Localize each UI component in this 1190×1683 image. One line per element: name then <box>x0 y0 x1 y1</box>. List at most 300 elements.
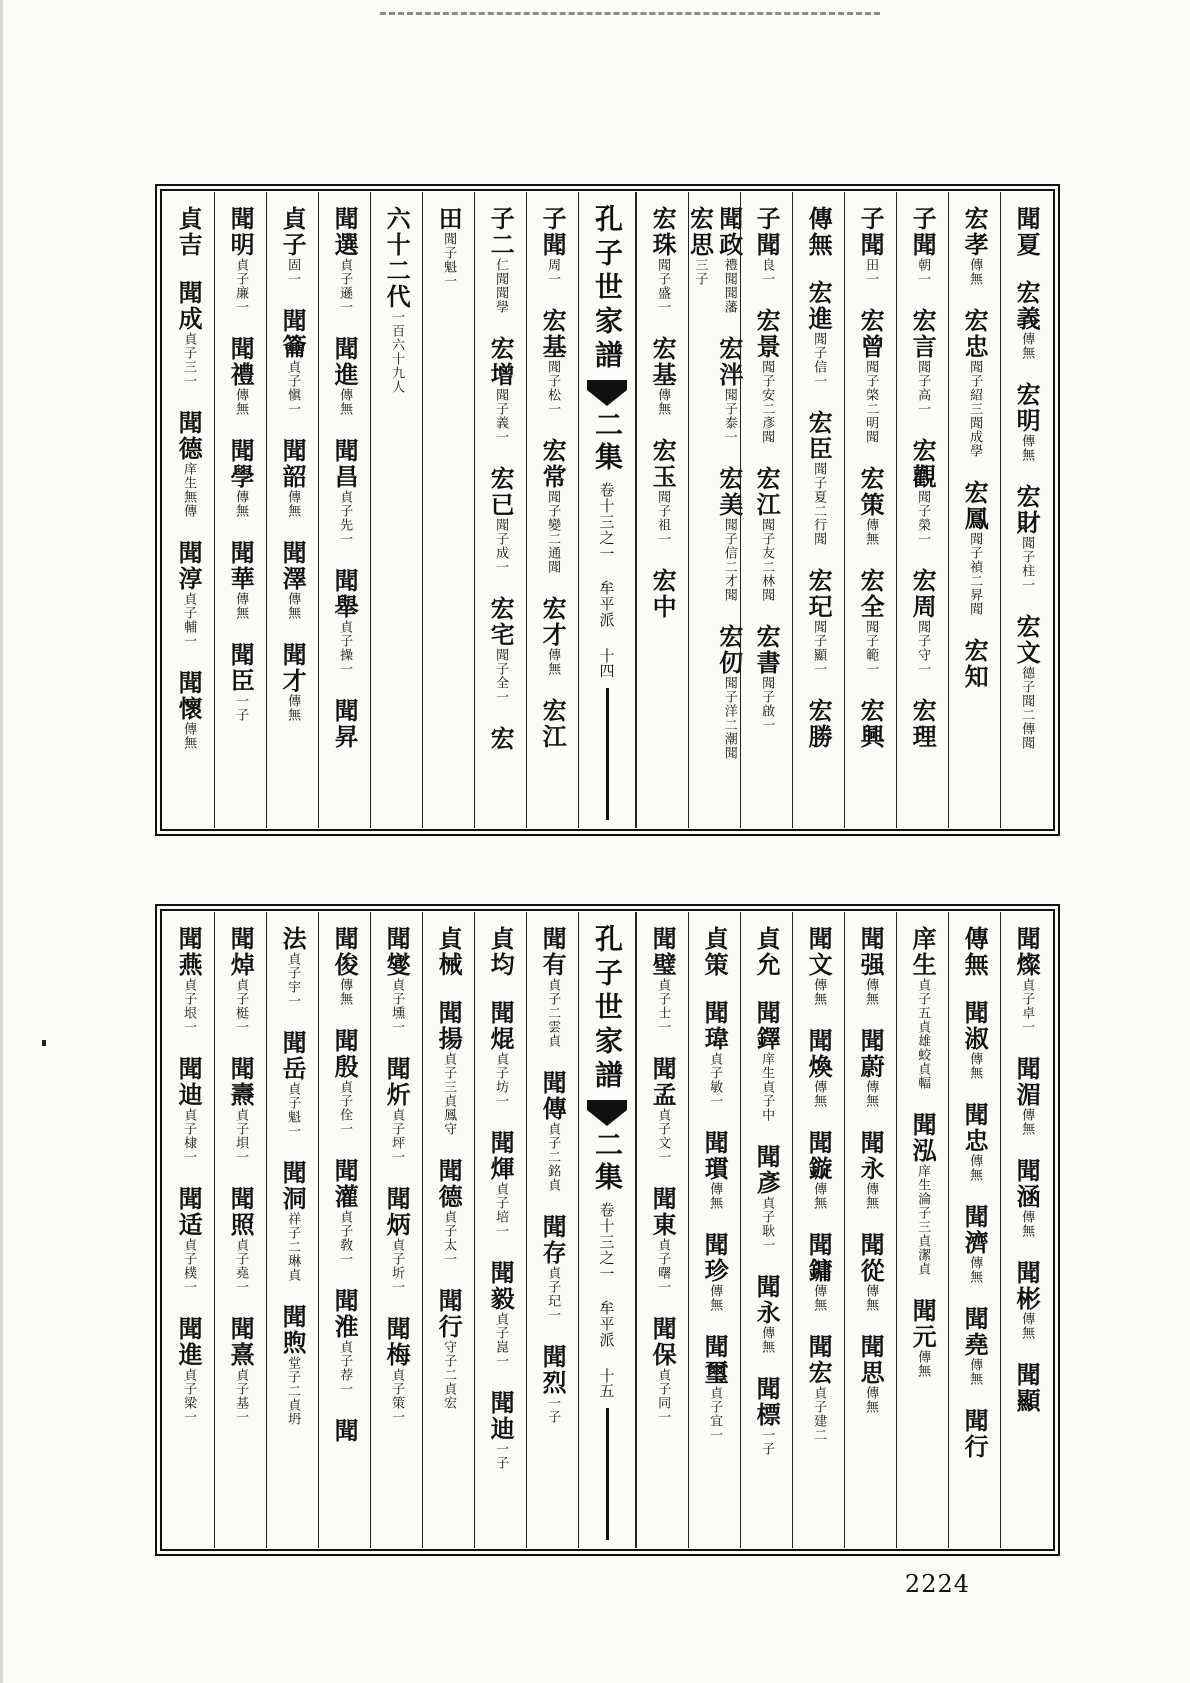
right-column <box>740 192 792 828</box>
spine-rule <box>606 688 609 820</box>
genealogy-entry <box>804 1130 834 1210</box>
entry-name: 宏江 <box>752 466 782 518</box>
entry-name: 聞燮 <box>382 926 412 978</box>
genealogy-entry <box>752 206 782 286</box>
entry-name: 宏觀 <box>908 438 938 490</box>
genealogy-entry <box>330 1418 360 1444</box>
entry-name: 聞學 <box>226 438 256 490</box>
entry-name: 聞煦 <box>278 1304 308 1356</box>
entry-note: 一子 <box>545 1396 561 1424</box>
genealogy-entry <box>856 308 886 444</box>
genealogy-entry <box>226 926 256 1034</box>
genealogy-entry <box>382 1186 412 1294</box>
book-title: 孔子世家譜 <box>591 204 624 374</box>
entry-note: 貞子耿一 <box>759 1196 775 1252</box>
entry-name: 聞殷 <box>330 1028 360 1080</box>
entry-note: 貞子培一 <box>493 1182 509 1238</box>
entry-name: 貞允 <box>752 926 782 978</box>
genealogy-entry <box>382 206 412 394</box>
genealogy-entry <box>960 638 990 690</box>
entry-note: 守子二貞宏 <box>441 1340 457 1410</box>
genealogy-entry <box>856 466 886 546</box>
genealogy-entry <box>752 466 782 602</box>
genealogy-entry <box>226 1056 256 1164</box>
entry-note: 貞子建二 <box>811 1386 827 1442</box>
entry-note: 聞子松一 <box>545 360 561 416</box>
right-column <box>948 192 1000 828</box>
entry-name: 宏文 <box>1012 614 1042 666</box>
genealogy-entry <box>700 1232 730 1312</box>
genealogy-entry <box>804 568 834 676</box>
entry-name: 聞洞 <box>278 1160 308 1212</box>
entry-name: 聞政 <box>714 206 744 258</box>
genealogy-entry <box>752 1144 782 1252</box>
genealogy-entry <box>1012 926 1042 1034</box>
entry-name: 聞炳 <box>382 1186 412 1238</box>
entry-name: 聞淑 <box>960 1000 990 1052</box>
genealogy-entry <box>1012 1158 1042 1238</box>
genealogy-entry <box>226 336 256 416</box>
entry-note: 傳無 <box>967 1154 983 1182</box>
entry-note: 貞子遜一 <box>337 258 353 314</box>
left-column <box>370 192 422 828</box>
right-column <box>896 192 948 828</box>
entry-note: 朝一 <box>915 258 931 286</box>
entry-name: 聞德 <box>434 1158 464 1210</box>
entry-note: 貞子太一 <box>441 1210 457 1266</box>
genealogy-entry <box>486 1000 516 1108</box>
entry-note: 傳無 <box>811 1182 827 1210</box>
entry-note: 聞子守一 <box>915 620 931 676</box>
genealogy-entry <box>804 410 834 546</box>
entry-note: 良一 <box>759 258 775 286</box>
genealogy-entry <box>1012 484 1042 592</box>
entry-name: 聞俊 <box>330 926 360 978</box>
entry-note: 傳無 <box>1019 332 1035 360</box>
genealogy-entry <box>382 926 412 1034</box>
volume-label: 卷十三之一 <box>597 482 616 562</box>
genealogy-entry <box>856 1130 886 1210</box>
entry-name: 聞瑋 <box>700 1000 730 1052</box>
entry-note: 聞子棨二明聞 <box>863 360 879 444</box>
entry-name: 聞華 <box>226 540 256 592</box>
entry-note: 聞子禎二昇聞 <box>967 532 983 616</box>
genealogy-entry <box>648 438 678 546</box>
entry-name: 宏財 <box>1012 484 1042 536</box>
entry-name: 宏基 <box>538 308 568 360</box>
genealogy-entry <box>908 206 938 286</box>
genealogy-entry <box>960 308 990 458</box>
entry-name: 聞有 <box>538 926 568 978</box>
entry-name: 宏勝 <box>804 698 834 750</box>
genealogy-entry <box>804 206 834 258</box>
genealogy-entry <box>538 1344 568 1424</box>
genealogy-entry <box>278 438 308 518</box>
genealogy-entry <box>908 308 938 416</box>
entry-name: 宏玘 <box>804 568 834 620</box>
branch-label: 牟平派 <box>597 580 616 628</box>
entry-name: 宏知 <box>960 638 990 690</box>
genealogy-entry <box>648 206 678 314</box>
genealogy-entry <box>486 466 516 574</box>
entry-name: 子聞 <box>538 206 568 258</box>
genealogy-entry <box>1012 1056 1042 1136</box>
entry-note: 傳無 <box>863 1182 879 1210</box>
right-column <box>1000 192 1052 828</box>
entry-name: 聞鏞 <box>804 1232 834 1284</box>
entry-name: 聞懷 <box>174 670 204 722</box>
entry-note: 聞子範一 <box>863 620 879 676</box>
entry-name: 聞焜 <box>486 1000 516 1052</box>
entry-name: 貞策 <box>700 926 730 978</box>
right-column <box>896 912 948 1548</box>
entry-name: 宏理 <box>908 698 938 750</box>
genealogy-entry <box>856 1334 886 1414</box>
entry-name: 聞燦 <box>1012 926 1042 978</box>
entry-name: 聞臣 <box>226 642 256 694</box>
entry-note: 傳無 <box>285 592 301 620</box>
entry-note: 庠生淪子三貞潔貞 <box>915 1164 931 1276</box>
entry-name: 聞焯 <box>226 926 256 978</box>
entry-note: 聞子成一 <box>493 518 509 574</box>
entry-note: 貞子二雲貞 <box>545 978 561 1048</box>
genealogy-entry <box>960 926 990 978</box>
entry-note: 傳無 <box>863 1386 879 1414</box>
genealogy-entry <box>330 1028 360 1136</box>
genealogy-entry <box>856 1028 886 1108</box>
left-column <box>318 192 370 828</box>
entry-note: 貞子樸一 <box>181 1238 197 1294</box>
page-number: 2224 <box>904 1570 970 1598</box>
center-spine <box>578 192 636 828</box>
left-column <box>370 912 422 1548</box>
genealogy-entry <box>278 642 308 722</box>
genealogy-entry <box>174 540 204 648</box>
entry-note: 堂子二貞坍 <box>285 1356 301 1426</box>
entry-name: 傳無 <box>804 206 834 258</box>
entry-name: 聞昌 <box>330 438 360 490</box>
entry-note: 貞子梃一 <box>233 978 249 1034</box>
entry-name: 聞蔚 <box>856 1028 886 1080</box>
entry-note: 貞子宜一 <box>707 1386 723 1442</box>
entry-note: 貞子先一 <box>337 490 353 546</box>
genealogy-entry <box>804 280 834 388</box>
entry-name: 聞進 <box>330 336 360 388</box>
entry-note: 貞子策一 <box>389 1368 405 1424</box>
entry-note: 貞子曙一 <box>655 1238 671 1294</box>
genealogy-entry <box>174 1316 204 1424</box>
entry-name: 宏 <box>486 726 516 752</box>
entry-name: 宏書 <box>752 624 782 676</box>
genealogy-entry <box>330 1288 360 1396</box>
entry-name: 聞永 <box>856 1130 886 1182</box>
genealogy-entry <box>700 1130 730 1210</box>
entry-note: 聞子友二林聞 <box>759 518 775 602</box>
left-column <box>526 912 578 1548</box>
genealogy-entry <box>434 1288 464 1410</box>
entry-name: 聞淳 <box>174 540 204 592</box>
genealogy-entry <box>538 438 568 574</box>
entry-name: 聞熹 <box>226 1316 256 1368</box>
left-column <box>214 192 266 828</box>
entry-note: 傳無 <box>1019 434 1035 462</box>
genealogy-entry <box>330 698 360 750</box>
entry-name: 聞燕 <box>174 926 204 978</box>
genealogy-entry <box>960 1102 990 1182</box>
genealogy-entry <box>752 1274 782 1354</box>
genealogy-entry <box>486 336 516 444</box>
genealogy-entry <box>538 698 568 750</box>
genealogy-entry <box>1012 382 1042 462</box>
genealogy-entry <box>226 438 256 518</box>
genealogy-entry <box>486 1260 516 1368</box>
genealogy-entry <box>752 308 782 444</box>
genealogy-entry <box>752 1376 782 1456</box>
genealogy-entry <box>278 1304 308 1426</box>
entry-name: 聞孟 <box>648 1056 678 1108</box>
entry-note: 貞子三一 <box>181 332 197 388</box>
entry-note: 聞子紹三聞成學 <box>967 360 983 458</box>
left-column <box>422 912 474 1548</box>
entry-name: 聞夏 <box>1012 206 1042 258</box>
entry-note: 貞子堯一 <box>233 1238 249 1294</box>
entry-name: 聞濟 <box>960 1204 990 1256</box>
entry-note: 傳無 <box>707 1182 723 1210</box>
entry-name: 宏常 <box>538 438 568 490</box>
entry-name: 聞璧 <box>648 926 678 978</box>
genealogy-entry <box>174 670 204 750</box>
genealogy-entry <box>908 1112 938 1276</box>
entry-name: 庠生 <box>908 926 938 978</box>
entry-name: 聞明 <box>226 206 256 258</box>
entry-note: 傳無 <box>707 1284 723 1312</box>
entry-name: 宏明 <box>1012 382 1042 434</box>
entry-name: 聞适 <box>174 1186 204 1238</box>
entry-note: 貞子坊一 <box>493 1052 509 1108</box>
entry-name: 聞選 <box>330 206 360 258</box>
entry-name: 傳無 <box>960 926 990 978</box>
center-spine <box>578 912 636 1548</box>
folio-number: 十五 <box>597 1368 616 1398</box>
entry-name: 宏言 <box>908 308 938 360</box>
entry-note: 聞子夏二行聞 <box>811 462 827 546</box>
entry-name: 宏增 <box>486 336 516 388</box>
entry-note: 聞子盛一 <box>655 258 671 314</box>
entry-name: 聞文 <box>804 926 834 978</box>
entry-name: 聞顯 <box>1012 1362 1042 1414</box>
genealogy-entry <box>685 206 715 286</box>
entry-name: 宏中 <box>648 568 678 620</box>
genealogy-entry <box>960 1408 990 1460</box>
entry-name: 宏玉 <box>648 438 678 490</box>
genealogy-entry <box>486 1130 516 1238</box>
genealogy-entry <box>174 206 204 258</box>
entry-name: 聞禮 <box>226 336 256 388</box>
entry-name: 聞才 <box>278 642 308 694</box>
entry-name: 聞傳 <box>538 1070 568 1122</box>
genealogy-entry <box>908 438 938 546</box>
genealogy-entry <box>648 1186 678 1294</box>
entry-name: 子聞 <box>856 206 886 258</box>
genealogy-entry <box>714 466 744 602</box>
genealogy-entry <box>278 540 308 620</box>
entry-name: 宏鳳 <box>960 480 990 532</box>
entry-name: 聞迪 <box>174 1056 204 1108</box>
genealogy-entry <box>226 206 256 314</box>
entry-name: 聞湄 <box>1012 1056 1042 1108</box>
genealogy-entry <box>1012 280 1042 360</box>
genealogy-entry <box>700 1000 730 1108</box>
genealogy-entry <box>960 1000 990 1080</box>
entry-name: 宏全 <box>856 568 886 620</box>
entry-note: 傳無 <box>181 722 197 750</box>
entry-note: 貞子坪一 <box>389 1108 405 1164</box>
entry-note: 貞子垻一 <box>233 1108 249 1164</box>
entry-name: 宏思 <box>685 206 715 258</box>
genealogy-entry <box>486 206 516 314</box>
entry-name: 宏曾 <box>856 308 886 360</box>
entry-note: 傳無 <box>337 388 353 416</box>
genealogy-entry <box>382 1056 412 1164</box>
entry-name: 宏臣 <box>804 410 834 462</box>
genealogy-entry <box>714 206 744 314</box>
genealogy-entry <box>434 206 464 288</box>
entry-note: 聞子信二才聞 <box>721 518 737 602</box>
genealogy-entry <box>174 1186 204 1294</box>
genealogy-entry <box>700 1334 730 1442</box>
entry-name: 子二 <box>486 206 516 258</box>
scan-speck <box>42 1040 46 1046</box>
entry-note: 貞子卓一 <box>1019 978 1035 1034</box>
entry-name: 聞保 <box>648 1316 678 1368</box>
genealogy-entry <box>538 308 568 416</box>
left-column <box>163 192 214 828</box>
entry-note: 貞子魁一 <box>285 1082 301 1138</box>
entry-name: 聞烈 <box>538 1344 568 1396</box>
entry-note: 貞子荐一 <box>337 1340 353 1396</box>
entry-name: 宏孝 <box>960 206 990 258</box>
entry-name: 宏美 <box>714 466 744 518</box>
right-column <box>948 912 1000 1548</box>
entry-name: 聞鏇 <box>804 1130 834 1182</box>
entry-name: 聞存 <box>538 1214 568 1266</box>
entry-note: 貞子同一 <box>655 1368 671 1424</box>
entry-name: 聞珍 <box>700 1232 730 1284</box>
branch-label: 牟平派 <box>597 1300 616 1348</box>
right-column <box>792 912 844 1548</box>
entry-name: 聞標 <box>752 1376 782 1428</box>
genealogy-entry <box>278 1030 308 1138</box>
entry-name: 宏進 <box>804 280 834 332</box>
genealogy-entry <box>752 926 782 978</box>
entry-name: 六十二代 <box>382 206 412 310</box>
right-column <box>844 192 896 828</box>
entry-name: 聞燾 <box>226 1056 256 1108</box>
scan-edge <box>0 0 3 1683</box>
genealogy-entry <box>174 280 204 388</box>
entry-note: 聞子柱一 <box>1019 536 1035 592</box>
right-column <box>636 912 688 1548</box>
entry-note: 傳無 <box>863 1284 879 1312</box>
entry-note: 傳無 <box>967 1256 983 1284</box>
entry-note: 聞子信一 <box>811 332 827 388</box>
entry-name: 聞炘 <box>382 1056 412 1108</box>
genealogy-entry <box>278 308 308 416</box>
genealogy-entry <box>226 540 256 620</box>
entry-note: 貞子棣一 <box>181 1108 197 1164</box>
genealogy-entry <box>648 926 678 1034</box>
entry-name: 聞璽 <box>700 1334 730 1386</box>
genealogy-entry <box>960 206 990 286</box>
entry-note: 貞子敏一 <box>707 1052 723 1108</box>
entry-name: 聞韶 <box>278 438 308 490</box>
left-column <box>474 192 526 828</box>
genealogy-entry <box>804 926 834 1006</box>
entry-name: 宏忠 <box>960 308 990 360</box>
genealogy-entry <box>1012 1260 1042 1340</box>
entry-name: 聞灌 <box>330 1158 360 1210</box>
entry-note: 聞子榮一 <box>915 490 931 546</box>
genealogy-panel-top <box>155 184 1060 836</box>
left-column <box>266 192 318 828</box>
genealogy-entry <box>960 1204 990 1284</box>
entry-note: 傳無 <box>759 1326 775 1354</box>
genealogy-entry <box>714 624 744 760</box>
genealogy-entry <box>752 624 782 732</box>
entry-note: 聞子顯一 <box>811 620 827 676</box>
entry-note: 傳無 <box>915 1350 931 1378</box>
collection-label: 二集 <box>591 410 624 474</box>
genealogy-entry <box>330 206 360 314</box>
right-column <box>685 192 744 828</box>
entry-note: 一百六十九人 <box>389 310 405 394</box>
entry-note: 貞子佺一 <box>337 1080 353 1136</box>
genealogy-panel-bottom <box>155 904 1060 1556</box>
genealogy-entry <box>648 1056 678 1164</box>
genealogy-entry <box>434 1000 464 1136</box>
entry-name: 聞泓 <box>908 1112 938 1164</box>
entry-name: 宏基 <box>648 336 678 388</box>
entry-note: 傳無 <box>967 258 983 286</box>
genealogy-entry <box>752 1000 782 1122</box>
entry-note: 貞子崑一 <box>493 1312 509 1368</box>
entry-name: 宏周 <box>908 568 938 620</box>
entry-name: 宏珠 <box>648 206 678 258</box>
entry-name: 宏義 <box>1012 280 1042 332</box>
entry-name: 聞煇 <box>486 1130 516 1182</box>
left-column <box>526 192 578 828</box>
genealogy-entry <box>538 206 568 286</box>
entry-name: 聞煥 <box>804 1028 834 1080</box>
entry-name: 貞械 <box>434 926 464 978</box>
entry-name: 聞鐸 <box>752 1000 782 1052</box>
entry-name: 聞梅 <box>382 1316 412 1368</box>
entry-note: 一子 <box>233 694 249 722</box>
fishtail-mark-icon <box>587 380 627 406</box>
entry-note: 德子聞二傳聞 <box>1019 666 1035 750</box>
entry-name: 聞永 <box>752 1274 782 1326</box>
entry-name: 聞 <box>330 1418 360 1444</box>
genealogy-entry <box>856 698 886 750</box>
entry-name: 貞吉 <box>174 206 204 258</box>
entry-note: 聞子義一 <box>493 388 509 444</box>
genealogy-entry <box>330 438 360 546</box>
entry-name: 聞堯 <box>960 1306 990 1358</box>
entry-name: 聞忠 <box>960 1102 990 1154</box>
entry-note: 聞子高一 <box>915 360 931 416</box>
entry-name: 宏江 <box>538 698 568 750</box>
right-column <box>740 912 792 1548</box>
